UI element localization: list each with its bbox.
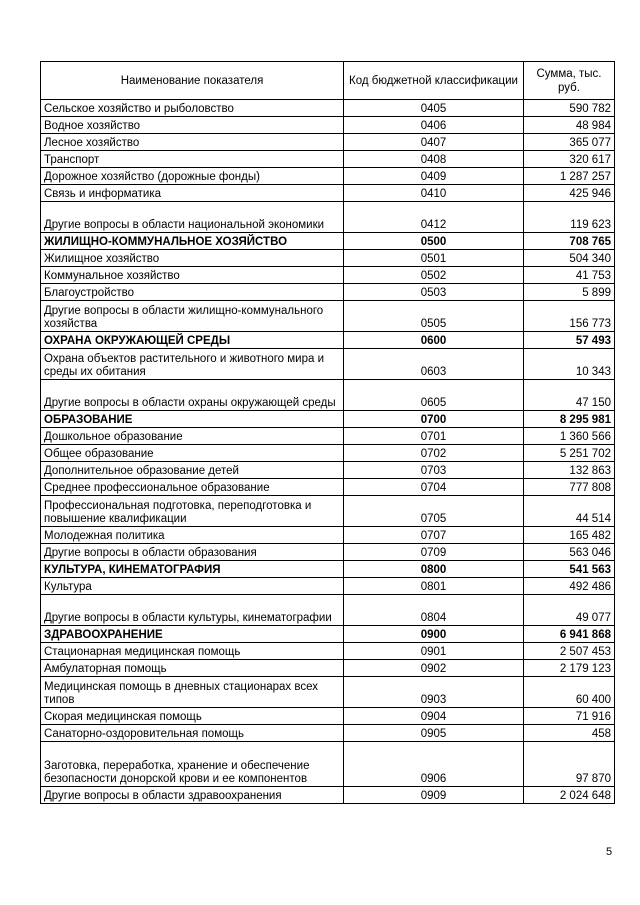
row-code: 0406 <box>344 117 524 134</box>
row-name: Другие вопросы в области национальной экономики <box>41 202 344 233</box>
row-code: 0503 <box>344 284 524 301</box>
row-sum: 2 507 453 <box>524 643 615 660</box>
table-header-row <box>41 62 615 100</box>
row-name: Жилищное хозяйство <box>41 250 344 267</box>
row-sum: 165 482 <box>524 527 615 544</box>
row-sum: 1 287 257 <box>524 168 615 185</box>
table-row <box>41 725 615 742</box>
row-name: ЗДРАВООХРАНЕНИЕ <box>41 626 344 643</box>
row-name: Охрана объектов растительного и животного мира и среды их обитания <box>41 349 344 380</box>
row-name: ЖИЛИЩНО-КОММУНАЛЬНОЕ ХОЗЯЙСТВО <box>41 233 344 250</box>
row-code: 0801 <box>344 578 524 595</box>
row-code: 0407 <box>344 134 524 151</box>
header-budget-code: Код бюджетной классификации <box>344 62 524 100</box>
row-name: Среднее профессиональное образование <box>41 479 344 496</box>
section-row <box>41 233 615 250</box>
table-row <box>41 677 615 708</box>
row-name: Благоустройство <box>41 284 344 301</box>
table-row <box>41 250 615 267</box>
row-sum: 458 <box>524 725 615 742</box>
row-sum: 563 046 <box>524 544 615 561</box>
table-row <box>41 134 615 151</box>
row-code: 0703 <box>344 462 524 479</box>
row-name: Стационарная медицинская помощь <box>41 643 344 660</box>
row-name: Общее образование <box>41 445 344 462</box>
row-name: КУЛЬТУРА, КИНЕМАТОГРАФИЯ <box>41 561 344 578</box>
row-code: 0909 <box>344 787 524 804</box>
row-name: Культура <box>41 578 344 595</box>
row-code: 0405 <box>344 100 524 117</box>
row-sum: 425 946 <box>524 185 615 202</box>
row-sum: 541 563 <box>524 561 615 578</box>
row-code: 0904 <box>344 708 524 725</box>
table-row <box>41 595 615 626</box>
row-sum: 6 941 868 <box>524 626 615 643</box>
row-sum: 5 899 <box>524 284 615 301</box>
row-sum: 5 251 702 <box>524 445 615 462</box>
row-sum: 44 514 <box>524 496 615 527</box>
page-number: 5 <box>606 846 613 858</box>
row-sum: 41 753 <box>524 267 615 284</box>
row-code: 0900 <box>344 626 524 643</box>
row-code: 0408 <box>344 151 524 168</box>
header-indicator-name: Наименование показателя <box>41 62 344 100</box>
row-sum: 71 916 <box>524 708 615 725</box>
table-row <box>41 787 615 804</box>
table-row <box>41 462 615 479</box>
row-code: 0600 <box>344 332 524 349</box>
table-row <box>41 660 615 677</box>
table-row <box>41 479 615 496</box>
table-row <box>41 284 615 301</box>
row-code: 0905 <box>344 725 524 742</box>
row-sum: 97 870 <box>524 742 615 787</box>
table-row <box>41 380 615 411</box>
table-row <box>41 117 615 134</box>
row-code: 0704 <box>344 479 524 496</box>
row-sum: 60 400 <box>524 677 615 708</box>
table-row <box>41 267 615 284</box>
row-name: Дошкольное образование <box>41 428 344 445</box>
table-row <box>41 349 615 380</box>
table-row <box>41 496 615 527</box>
row-sum: 132 863 <box>524 462 615 479</box>
row-sum: 1 360 566 <box>524 428 615 445</box>
row-sum: 47 150 <box>524 380 615 411</box>
row-name: Сельское хозяйство и рыболовство <box>41 100 344 117</box>
row-name: Дорожное хозяйство (дорожные фонды) <box>41 168 344 185</box>
row-sum: 365 077 <box>524 134 615 151</box>
table-row <box>41 151 615 168</box>
row-code: 0701 <box>344 428 524 445</box>
row-code: 0410 <box>344 185 524 202</box>
row-name: Другие вопросы в области образования <box>41 544 344 561</box>
row-name: Лесное хозяйство <box>41 134 344 151</box>
row-name: Медицинская помощь в дневных стационарах всех типов <box>41 677 344 708</box>
row-code: 0800 <box>344 561 524 578</box>
table-row <box>41 301 615 332</box>
section-row <box>41 411 615 428</box>
table-row <box>41 527 615 544</box>
row-name: Молодежная политика <box>41 527 344 544</box>
row-name: Водное хозяйство <box>41 117 344 134</box>
section-row <box>41 332 615 349</box>
row-sum: 49 077 <box>524 595 615 626</box>
row-sum: 777 808 <box>524 479 615 496</box>
row-name: Дополнительное образование детей <box>41 462 344 479</box>
row-name: Заготовка, переработка, хранение и обеспечение безопасности донорской крови и ее компонентов <box>41 742 344 787</box>
row-name: Другие вопросы в области здравоохранения <box>41 787 344 804</box>
row-sum: 492 486 <box>524 578 615 595</box>
row-sum: 119 623 <box>524 202 615 233</box>
row-code: 0700 <box>344 411 524 428</box>
row-sum: 2 179 123 <box>524 660 615 677</box>
row-code: 0501 <box>344 250 524 267</box>
row-code: 0707 <box>344 527 524 544</box>
row-code: 0505 <box>344 301 524 332</box>
row-sum: 48 984 <box>524 117 615 134</box>
row-name: Санаторно-оздоровительная помощь <box>41 725 344 742</box>
row-code: 0902 <box>344 660 524 677</box>
row-code: 0901 <box>344 643 524 660</box>
row-name: Транспорт <box>41 151 344 168</box>
row-name: Связь и информатика <box>41 185 344 202</box>
row-sum: 156 773 <box>524 301 615 332</box>
table-row <box>41 708 615 725</box>
row-name: ОХРАНА ОКРУЖАЮЩЕЙ СРЕДЫ <box>41 332 344 349</box>
table-row <box>41 578 615 595</box>
row-sum: 708 765 <box>524 233 615 250</box>
row-sum: 320 617 <box>524 151 615 168</box>
row-code: 0502 <box>344 267 524 284</box>
row-name: Профессиональная подготовка, переподготовка и повышение квалификации <box>41 496 344 527</box>
section-row <box>41 561 615 578</box>
row-name: Скорая медицинская помощь <box>41 708 344 725</box>
row-code: 0709 <box>344 544 524 561</box>
table-row <box>41 100 615 117</box>
row-name: ОБРАЗОВАНИЕ <box>41 411 344 428</box>
row-code: 0906 <box>344 742 524 787</box>
row-sum: 2 024 648 <box>524 787 615 804</box>
table-row <box>41 202 615 233</box>
row-code: 0605 <box>344 380 524 411</box>
row-name: Другие вопросы в области жилищно-коммунального хозяйства <box>41 301 344 332</box>
row-code: 0702 <box>344 445 524 462</box>
row-sum: 8 295 981 <box>524 411 615 428</box>
row-sum: 57 493 <box>524 332 615 349</box>
row-name: Амбулаторная помощь <box>41 660 344 677</box>
table-row <box>41 428 615 445</box>
row-code: 0500 <box>344 233 524 250</box>
header-amount: Сумма, тыс. руб. <box>524 62 615 100</box>
budget-table <box>40 61 615 804</box>
row-code: 0409 <box>344 168 524 185</box>
row-code: 0903 <box>344 677 524 708</box>
row-code: 0804 <box>344 595 524 626</box>
row-code: 0412 <box>344 202 524 233</box>
row-sum: 10 343 <box>524 349 615 380</box>
row-name: Другие вопросы в области культуры, кинематографии <box>41 595 344 626</box>
row-sum: 504 340 <box>524 250 615 267</box>
row-name: Коммунальное хозяйство <box>41 267 344 284</box>
row-sum: 590 782 <box>524 100 615 117</box>
row-name: Другие вопросы в области охраны окружающей среды <box>41 380 344 411</box>
table-row <box>41 742 615 787</box>
row-code: 0603 <box>344 349 524 380</box>
table-row <box>41 544 615 561</box>
table-row <box>41 185 615 202</box>
section-row <box>41 626 615 643</box>
table-row <box>41 168 615 185</box>
table-row <box>41 445 615 462</box>
table-row <box>41 643 615 660</box>
row-code: 0705 <box>344 496 524 527</box>
